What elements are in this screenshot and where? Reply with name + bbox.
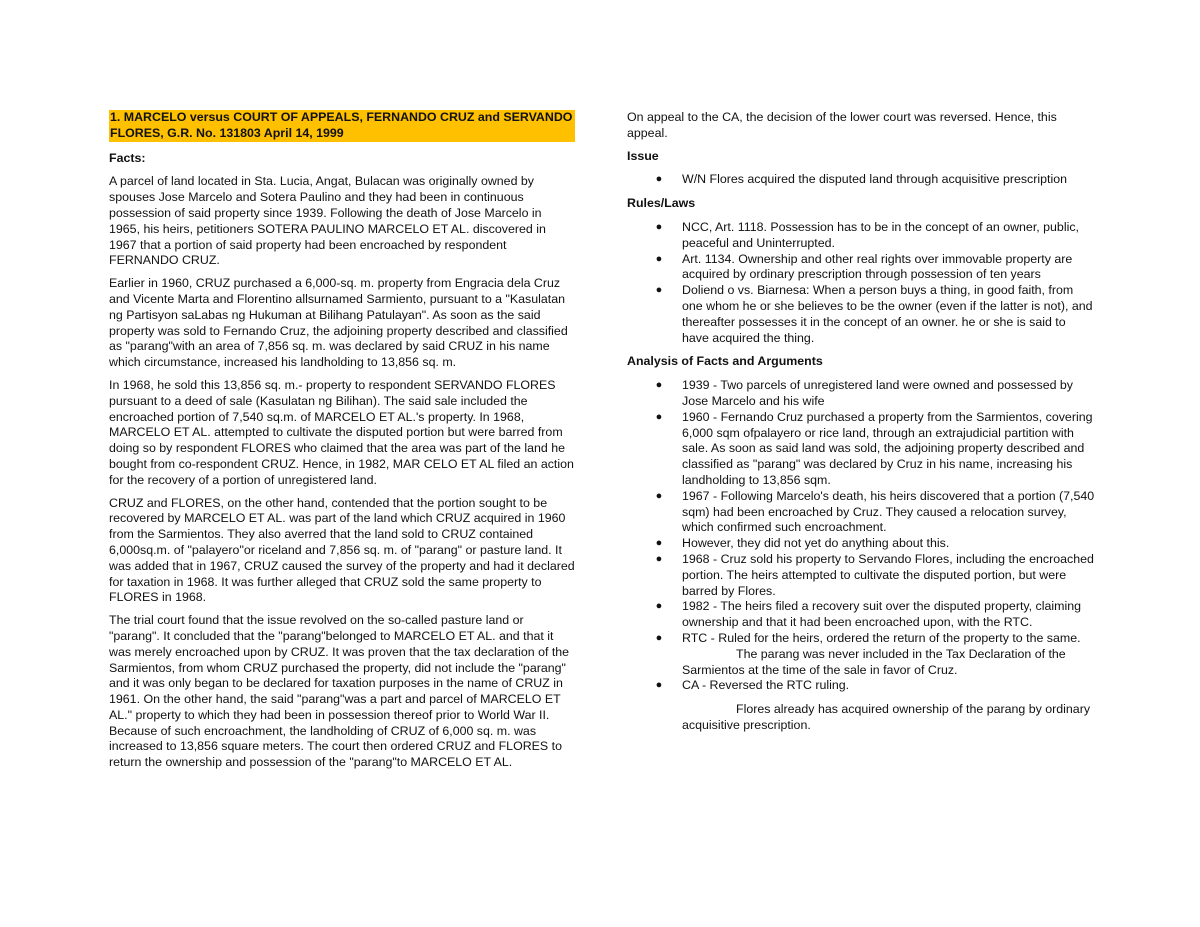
rule-item-text: Doliend o vs. Biarnesa: When a person buys a thing, in good faith, from one whom he or she believes to be the owner (even if the latter is not), and thereafter possesses it in the concept of an owner. he or she is said to have acquired the thing.	[682, 283, 1093, 345]
bullet-icon: ●	[655, 631, 663, 644]
list-item	[627, 410, 1095, 489]
analysis-item-text: 1960 - Fernando Cruz purchased a property from the Sarmientos, covering 6,000 sqm ofpalayero or rice land, through an extrajudicial partition with sale. As soon as said land was sold, the adjoining property described and classified as "parang" was declared by Cruz in his name, increasing his landholding to 13,856 sqm.	[682, 409, 1093, 487]
list-item	[627, 631, 1095, 647]
analysis-item-text: 1968 - Cruz sold his property to Servando Flores, including the encroached portion. The heirs attempted to cultivate the disputed portion, but were barred by Flores.	[682, 551, 1094, 598]
left-column	[109, 110, 575, 778]
list-item	[627, 220, 1095, 252]
bullet-icon: ●	[655, 284, 663, 297]
rules-heading: Rules/Laws	[627, 196, 696, 211]
ca-note: Flores already has acquired ownership of the parang by ordinary acquisitive prescription.	[682, 702, 1091, 732]
bullet-icon: ●	[655, 679, 663, 692]
rtc-note: The parang was never included in the Tax Declaration of the Sarmientos at the time of the sale in favor of Cruz.	[682, 646, 1066, 677]
bullet-icon: ●	[655, 600, 663, 613]
analysis-item-text: RTC - Ruled for the heirs, ordered the return of the property to the same.	[682, 630, 1081, 645]
list-item	[627, 378, 1095, 410]
rule-item-text: NCC, Art. 1118. Possession has to be in the concept of an owner, public, peaceful and Uninterrupted.	[682, 219, 1079, 250]
issue-heading: Issue	[627, 148, 659, 163]
list-item	[627, 172, 1095, 188]
list-item	[627, 552, 1095, 599]
bullet-icon: ●	[655, 410, 663, 423]
analysis-item-text: 1939 - Two parcels of unregistered land were owned and possessed by Jose Marcelo and his wife	[682, 378, 1074, 408]
issue-item-text: W/N Flores acquired the disputed land through acquisitive prescription	[682, 172, 1067, 187]
analysis-list	[627, 378, 1095, 647]
list-item	[627, 678, 1095, 694]
case-title: 1. MARCELO versus COURT OF APPEALS, FERNANDO CRUZ and SERVANDO FLORES, G.R. No. 131803 April 14, 1999	[109, 110, 575, 142]
list-item	[627, 283, 1095, 346]
list-item	[627, 489, 1095, 536]
ca-list	[627, 678, 1095, 694]
analysis-item-text: 1982 - The heirs filed a recovery suit over the disputed property, claiming ownership and that it had been encroached upon, with the RTC.	[682, 599, 1081, 630]
right-column	[627, 110, 1095, 734]
facts-paragraph-5: The trial court found that the issue revolved on the so-called pasture land or "parang". It concluded that the "parang"belonged to MARCELO ET AL. and that it was merely encroached upon by CRUZ. It was proven that the tax declaration of the Sarmientos, from whom CRUZ purchased the property, did not include the "parang" and it was only began to be declared for taxation purposes in the name of CRUZ in 1961. On the other hand, the said "parang"was a part and parcel of MARCELO ET AL." property to which they had been in possession thereof prior to World War II. Because of such encroachment, the landholding of CRUZ of 6,000 sq. m. was increased to 13,856 square meters. The court then ordered CRUZ and FLORES to return the ownership and possession of the "parang"to MARCELO ET AL.	[109, 613, 570, 770]
issue-list	[627, 172, 1095, 188]
ca-item-text: CA - Reversed the RTC ruling.	[682, 678, 850, 693]
bullet-icon: ●	[655, 220, 663, 233]
list-item	[627, 599, 1095, 631]
bullet-icon: ●	[655, 379, 663, 392]
bullet-icon: ●	[655, 537, 663, 550]
list-item	[627, 536, 1095, 552]
appeal-paragraph: On appeal to the CA, the decision of the lower court was reversed. Hence, this appeal.	[627, 110, 1057, 140]
facts-heading: Facts:	[109, 150, 146, 165]
facts-paragraph-2: Earlier in 1960, CRUZ purchased a 6,000-sq. m. property from Engracia dela Cruz and Vicente Marta and Florentino allsurnamed Sarmiento, pursuant to a "Kasulatan ng Partisyon saLabas ng Hukuman at Bilihang Patulayan". As soon as the said property was sold to Fernando Cruz, the adjoining property described and classified as "parang"with an area of 7,856 sq. m. was declared by said CRUZ in his name which circumstance, increased his landholding to 13,856 sq. m.	[109, 276, 568, 370]
analysis-item-text: 1967 - Following Marcelo's death, his heirs discovered that a portion (7,540 sqm) had been encroached by Cruz. They caused a relocation survey, which confirmed such encroachment.	[682, 488, 1095, 535]
bullet-icon: ●	[655, 252, 663, 265]
analysis-heading: Analysis of Facts and Arguments	[627, 354, 823, 369]
facts-paragraph-4: CRUZ and FLORES, on the other hand, contended that the portion sought to be recovered by MARCELO ET AL. was part of the land which CRUZ acquired in 1960 from the Sarmientos. They also averred that the land sold to CRUZ contained 6,000sq.m. of "palayero"or riceland and 7,856 sq. m. of "parang" or pasture land. It was added that in 1967, CRUZ caused the survey of the property and had it declared for taxation in 1968. It was further alleged that CRUZ sold the same property to FLORES in 1968.	[109, 495, 575, 605]
facts-paragraph-1: A parcel of land located in Sta. Lucia, Angat, Bulacan was originally owned by spouses Jose Marcelo and Sotera Paulino and they had been in continuous possession of said property since 1939. Following the death of Jose Marcelo in 1965, his heirs, petitioners SOTERA PAULINO MARCELO ET AL. discovered in 1967 that a portion of said property had been encroached by respondent FERNANDO CRUZ.	[109, 174, 546, 268]
bullet-icon: ●	[655, 489, 663, 502]
rules-list	[627, 220, 1095, 346]
bullet-icon: ●	[655, 173, 663, 186]
rule-item-text: Art. 1134. Ownership and other real rights over immovable property are acquired by ordinary prescription through possession of ten years	[682, 251, 1073, 282]
facts-paragraph-3: In 1968, he sold this 13,856 sq. m.- property to respondent SERVANDO FLORES pursuant to a deed of sale (Kasulatan ng Bilihan). The said sale included the encroached portion of 7,540 sq.m. of MARCELO ET AL.'s property. In 1968, MARCELO ET AL. attempted to cultivate the disputed portion but were barred from doing so by respondent FLORES who claimed that the area was part of the land he bought from co-respondent CRUZ. Hence, in 1982, MAR CELO ET AL filed an action for the recovery of a portion of unregistered land.	[109, 377, 574, 487]
analysis-item-text: However, they did not yet do anything about this.	[682, 536, 950, 551]
bullet-icon: ●	[655, 552, 663, 565]
list-item	[627, 252, 1095, 284]
